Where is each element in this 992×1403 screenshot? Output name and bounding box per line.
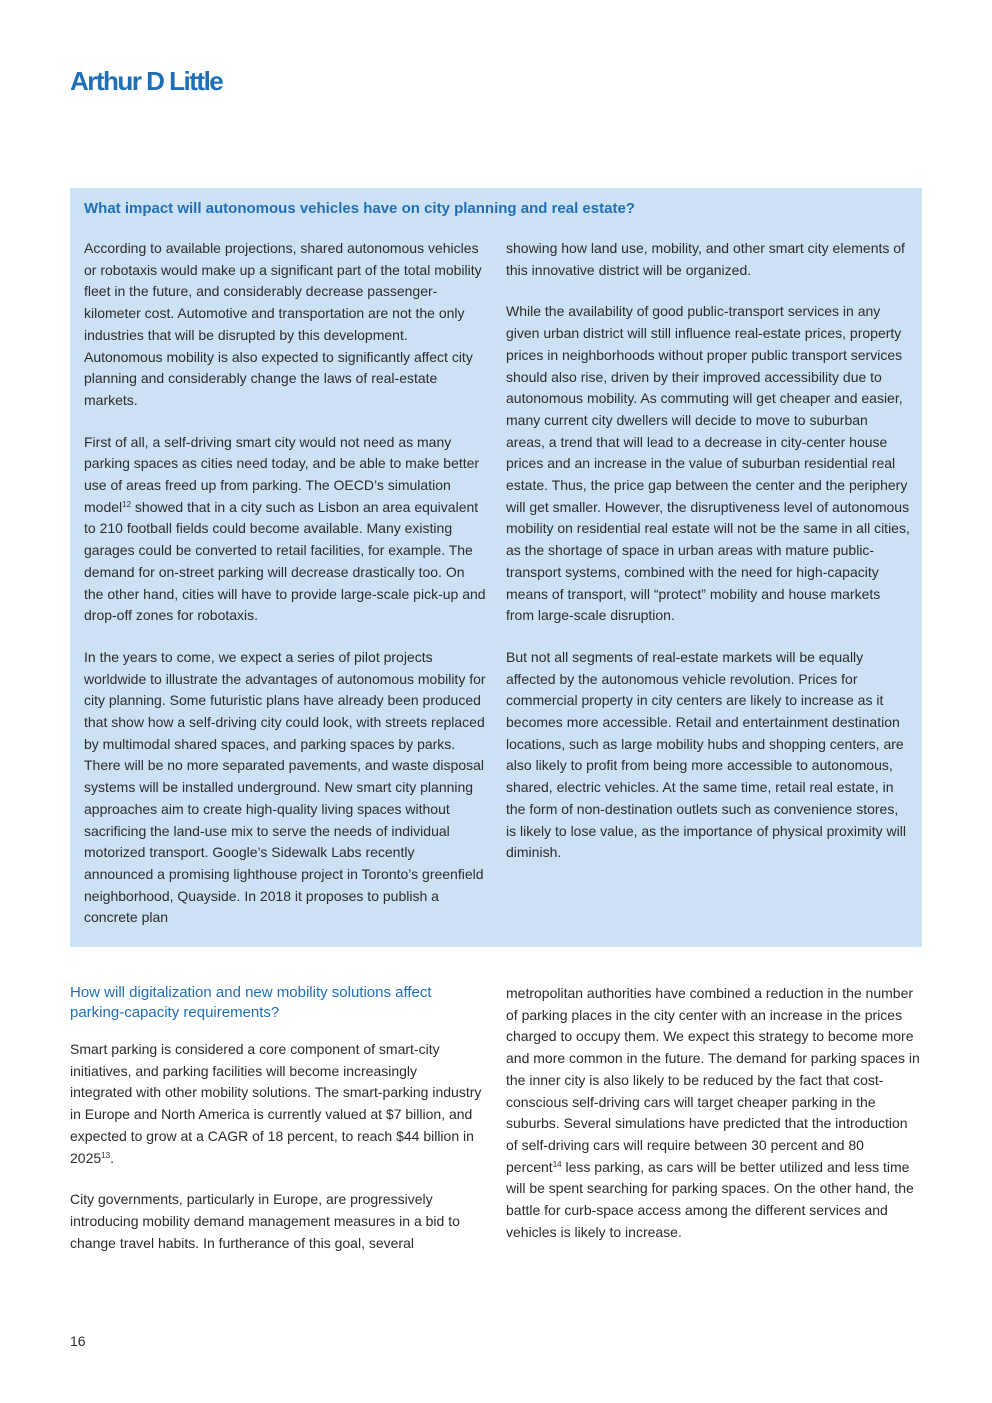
footnote-ref-13: 13 xyxy=(101,1150,111,1160)
section-title: How will digitalization and new mobility solutions affect parking-capacity requirements? xyxy=(70,984,432,1021)
section-left-column xyxy=(70,983,482,1274)
footnote-ref-12: 12 xyxy=(122,499,132,509)
box-title: What impact will autonomous vehicles have on city planning and real estate? xyxy=(84,200,635,217)
box-right-paragraph-3: But not all segments of real-estate markets will be equally affected by the autonomous vehicle revolution. Prices for commercial property in city centers are likely to increase as it becomes more accessible. Retail and entertainment destination locations, such as large mobility hubs and shopping centers, are also likely to profit from being more accessible to autonomous, shared, electric vehicles. At the same time, retail real estate, in the form of non-destination outlets such as convenience stores, is likely to lose value, as the importance of physical proximity will diminish. xyxy=(506,648,906,861)
section-right-column xyxy=(506,983,922,1263)
page-number: 16 xyxy=(70,1333,86,1349)
box-right-paragraph-2: While the availability of good public-transport services in any given urban district will still influence real-estate prices, property prices in neighborhoods without proper public transport services should also rise, driven by their improved accessibility due to autonomous mobility. As commuting will get cheaper and easier, many current city dwellers will decide to move to suburban areas, a trend that will lead to a decrease in city-center house prices and an increase in the value of suburban residential real estate. Thus, the price gap between the center and the periphery will get smaller. However, the disruptiveness level of autonomous mobility on residential real estate will not be the same in all cities, as the shortage of space in urban areas with mature public-transport systems, combined with the need for high-capacity means of transport, will “protect” mobility and house markets from large-scale disruption. xyxy=(506,303,910,624)
highlight-box xyxy=(70,188,922,947)
box-left-paragraph-2-text-a: First of all, a self-driving smart city would not need as many parking spaces as cities need today, and be able to make better use of areas freed up from parking. The OECD’s simulation model xyxy=(84,433,480,515)
section-right-paragraph-1-text-a: metropolitan authorities have combined a reduction in the number of parking places in the city center with an increase in the prices charged to occupy them. We expect this strategy to become more and more common in the future. The demand for parking spaces in the inner city is also likely to be reduced by the fact that cost-conscious self-driving cars will target cheaper parking in the suburbs. Several simulations have predicted that the introduction of self-driving cars will require between 30 percent and 80 percent xyxy=(506,985,920,1175)
box-left-paragraph-1: According to available projections, shared autonomous vehicles or robotaxis would make up a significant part of the total mobility fleet in the future, and considerably decrease passenger-kilometer cost. Automotive and transportation are not the only industries that will be disrupted by this development. Autonomous mobility is also expected to significantly affect city planning and considerably change the laws of real-estate markets. xyxy=(84,240,482,408)
box-left-paragraph-3: In the years to come, we expect a series of pilot projects worldwide to illustrate the advantages of autonomous mobility for city planning. Some futuristic plans have already been produced that show how a self-driving city could look, with streets replaced by multimodal shared spaces, and parking spaces by parks. There will be no more separated pavements, and waste disposal systems will be installed underground. New smart city planning approaches aim to create high-quality living spaces without sacrificing the land-use mix to serve the needs of individual motorized transport. Google’s Sidewalk Labs recently announced a promising lighthouse project in Toronto’s greenfield neighborhood, Quayside. In 2018 it proposes to publish a concrete plan xyxy=(84,648,486,926)
section-left-paragraph-1-text-a: Smart parking is considered a core component of smart-city initiatives, and parking facilities will become increasingly integrated with other mobility solutions. The smart-parking industry in Europe and North America is currently valued at $7 billion, and expected to grow at a CAGR of 18 percent, to reach $44 billion in 2025 xyxy=(70,1041,482,1166)
box-right-paragraph-1: showing how land use, mobility, and other smart city elements of this innovative district will be organized. xyxy=(506,240,905,278)
section-left-paragraph-1 xyxy=(70,1039,482,1169)
section-right-paragraph-1-text-b: less parking, as cars will be better utilized and less time will be spent searching for parking spaces. On the other hand, the battle for curb-space access among the different services and vehicles is likely to increase. xyxy=(506,1158,914,1240)
footnote-ref-14: 14 xyxy=(552,1159,562,1169)
section-left-paragraph-1-text-b: . xyxy=(110,1149,114,1166)
box-right-column xyxy=(506,238,910,884)
section-right-paragraph-1 xyxy=(506,983,922,1243)
company-logo: Arthur D Little xyxy=(70,66,223,96)
section-left-paragraph-2: City governments, particularly in Europe, are progressively introducing mobility demand management measures in a bid to change travel habits. In furtherance of this goal, several xyxy=(70,1191,460,1251)
box-left-paragraph-2-text-b: showed that in a city such as Lisbon an area equivalent to 210 football fields could become available. Many existing garages could be converted to retail facilities, for example. The demand for on-street parking will decrease drastically too. On the other hand, cities will have to provide large-scale pick-up and drop-off zones for robotaxis. xyxy=(84,498,486,624)
box-left-column xyxy=(84,238,486,949)
box-left-paragraph-2 xyxy=(84,432,486,627)
